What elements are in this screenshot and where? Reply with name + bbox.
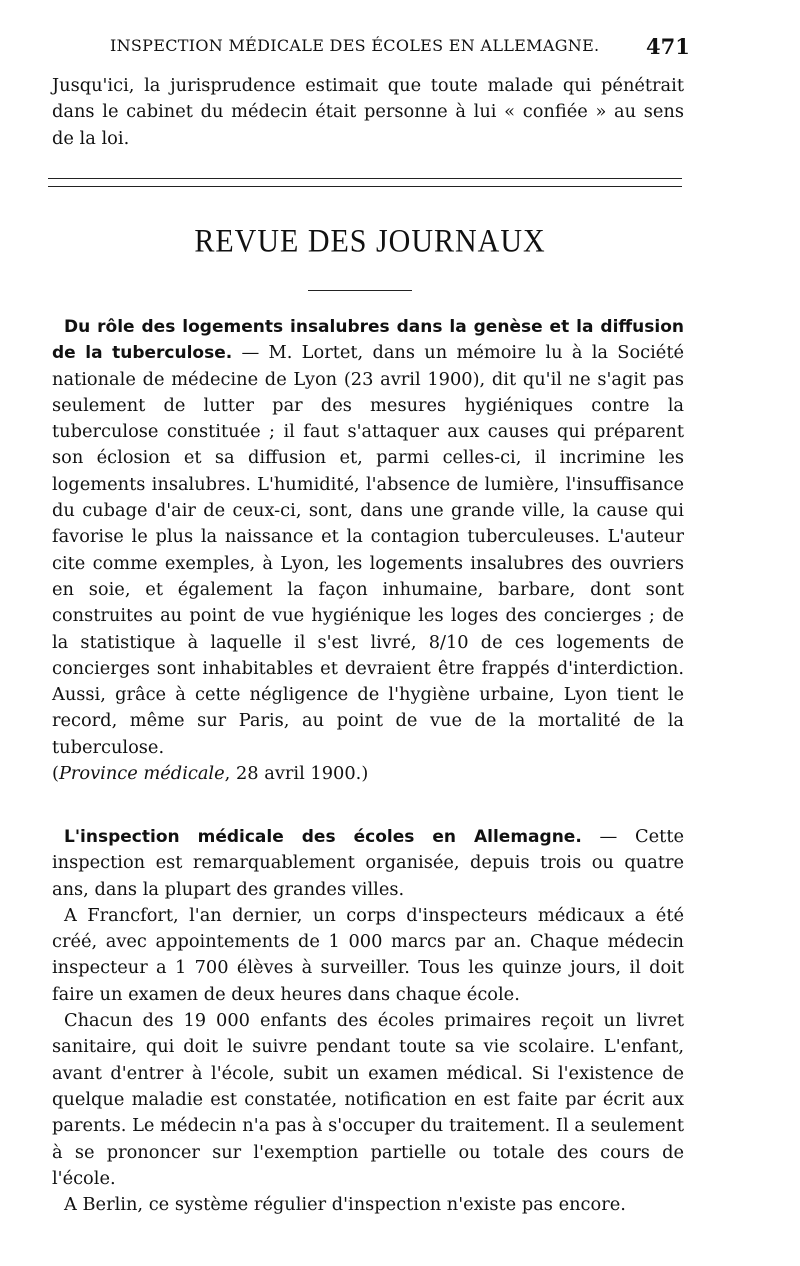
section-divider-bottom (48, 186, 682, 187)
article-paragraph: A Berlin, ce système régulier d'inspection n'existe pas encore. (64, 1194, 626, 1216)
article-headline: L'inspection médicale des écoles en Allemagne. (64, 827, 582, 847)
article-headline: Du rôle des logements insalubres dans la genèse et la diffusion de la tuberculose. (52, 317, 684, 364)
article-body: — M. Lortet, dans un mémoire lu à la Société nationale de médecine de Lyon (23 avril 1900), dit qu'il ne s'agit pas seulement de lutter par des mesures hygiéniques contre la tuberculose constituée ; il faut s'attaquer aux causes qui préparent son éclosion et sa diffusion et, parmi celles-ci, il incrimine les logements insalubres. L'humidité, l'absence de lumière, l'insuffisance du cubage d'air de ceux-ci, sont, dans une grande ville, la cause qui favorise le plus la naissance et la contagion tuberculeuses. L'auteur cite comme exemples, à Lyon, les logements insalubres des ouvriers en soie, et également la façon inhumaine, barbare, dont sont construites au point de vue hygiénique les loges des concierges ; de la statistique à laquelle il s'est livré, 8/10 de ces logements de concierges sont inhabitables et devraient être frappés d'interdiction. Aussi, grâce à cette négligence de l'hygiène urbaine, Lyon tient le record, même sur Paris, au point de vue de la mortalité de la tuberculose. (52, 342, 684, 758)
article-tuberculose (52, 314, 684, 787)
article-inspection-ecoles (52, 824, 684, 1218)
section-title: REVUE DES JOURNAUX (194, 223, 546, 260)
source-title: Province médicale (58, 763, 225, 785)
article-paragraph: A Francfort, l'an dernier, un corps d'inspecteurs médicaux a été créé, avec appointements de 1 000 marcs par an. Chaque médecin inspecteur a 1 700 élèves à surveiller. Tous les quinze jours, il doit faire un examen de deux heures dans chaque école. (52, 904, 684, 1005)
section-divider-top (48, 178, 682, 179)
article-paragraph (52, 824, 684, 903)
title-underline (308, 290, 412, 291)
article-lead: — Cette inspection est remarquablement organisée, depuis trois ou quatre ans, dans la plupart des grandes villes. (52, 826, 684, 900)
intro-text: Jusqu'ici, la jurisprudence estimait que toute malade qui pénétrait dans le cabinet du médecin était personne à lui « confiée » au sens de la loi. (52, 75, 684, 149)
source-open: ( (52, 763, 59, 785)
source-date: , 28 avril 1900.) (224, 763, 369, 785)
article-paragraph: Chacun des 19 000 enfants des écoles primaires reçoit un livret sanitaire, qui doit le suivre pendant toute sa vie scolaire. L'enfant, avant d'entrer à l'école, subit un examen médical. Si l'existence de quelque maladie est constatée, notification en est faite par écrit aux parents. Le médecin n'a pas à s'occuper du traitement. Il a seulement à se prononcer sur l'exemption partielle ou totale des cours de l'école. (52, 1010, 684, 1189)
page-number: 471 (646, 34, 690, 59)
running-header: INSPECTION MÉDICALE DES ÉCOLES EN ALLEMAGNE. (110, 36, 600, 55)
intro-paragraph (52, 73, 684, 152)
article-paragraph (52, 314, 684, 787)
